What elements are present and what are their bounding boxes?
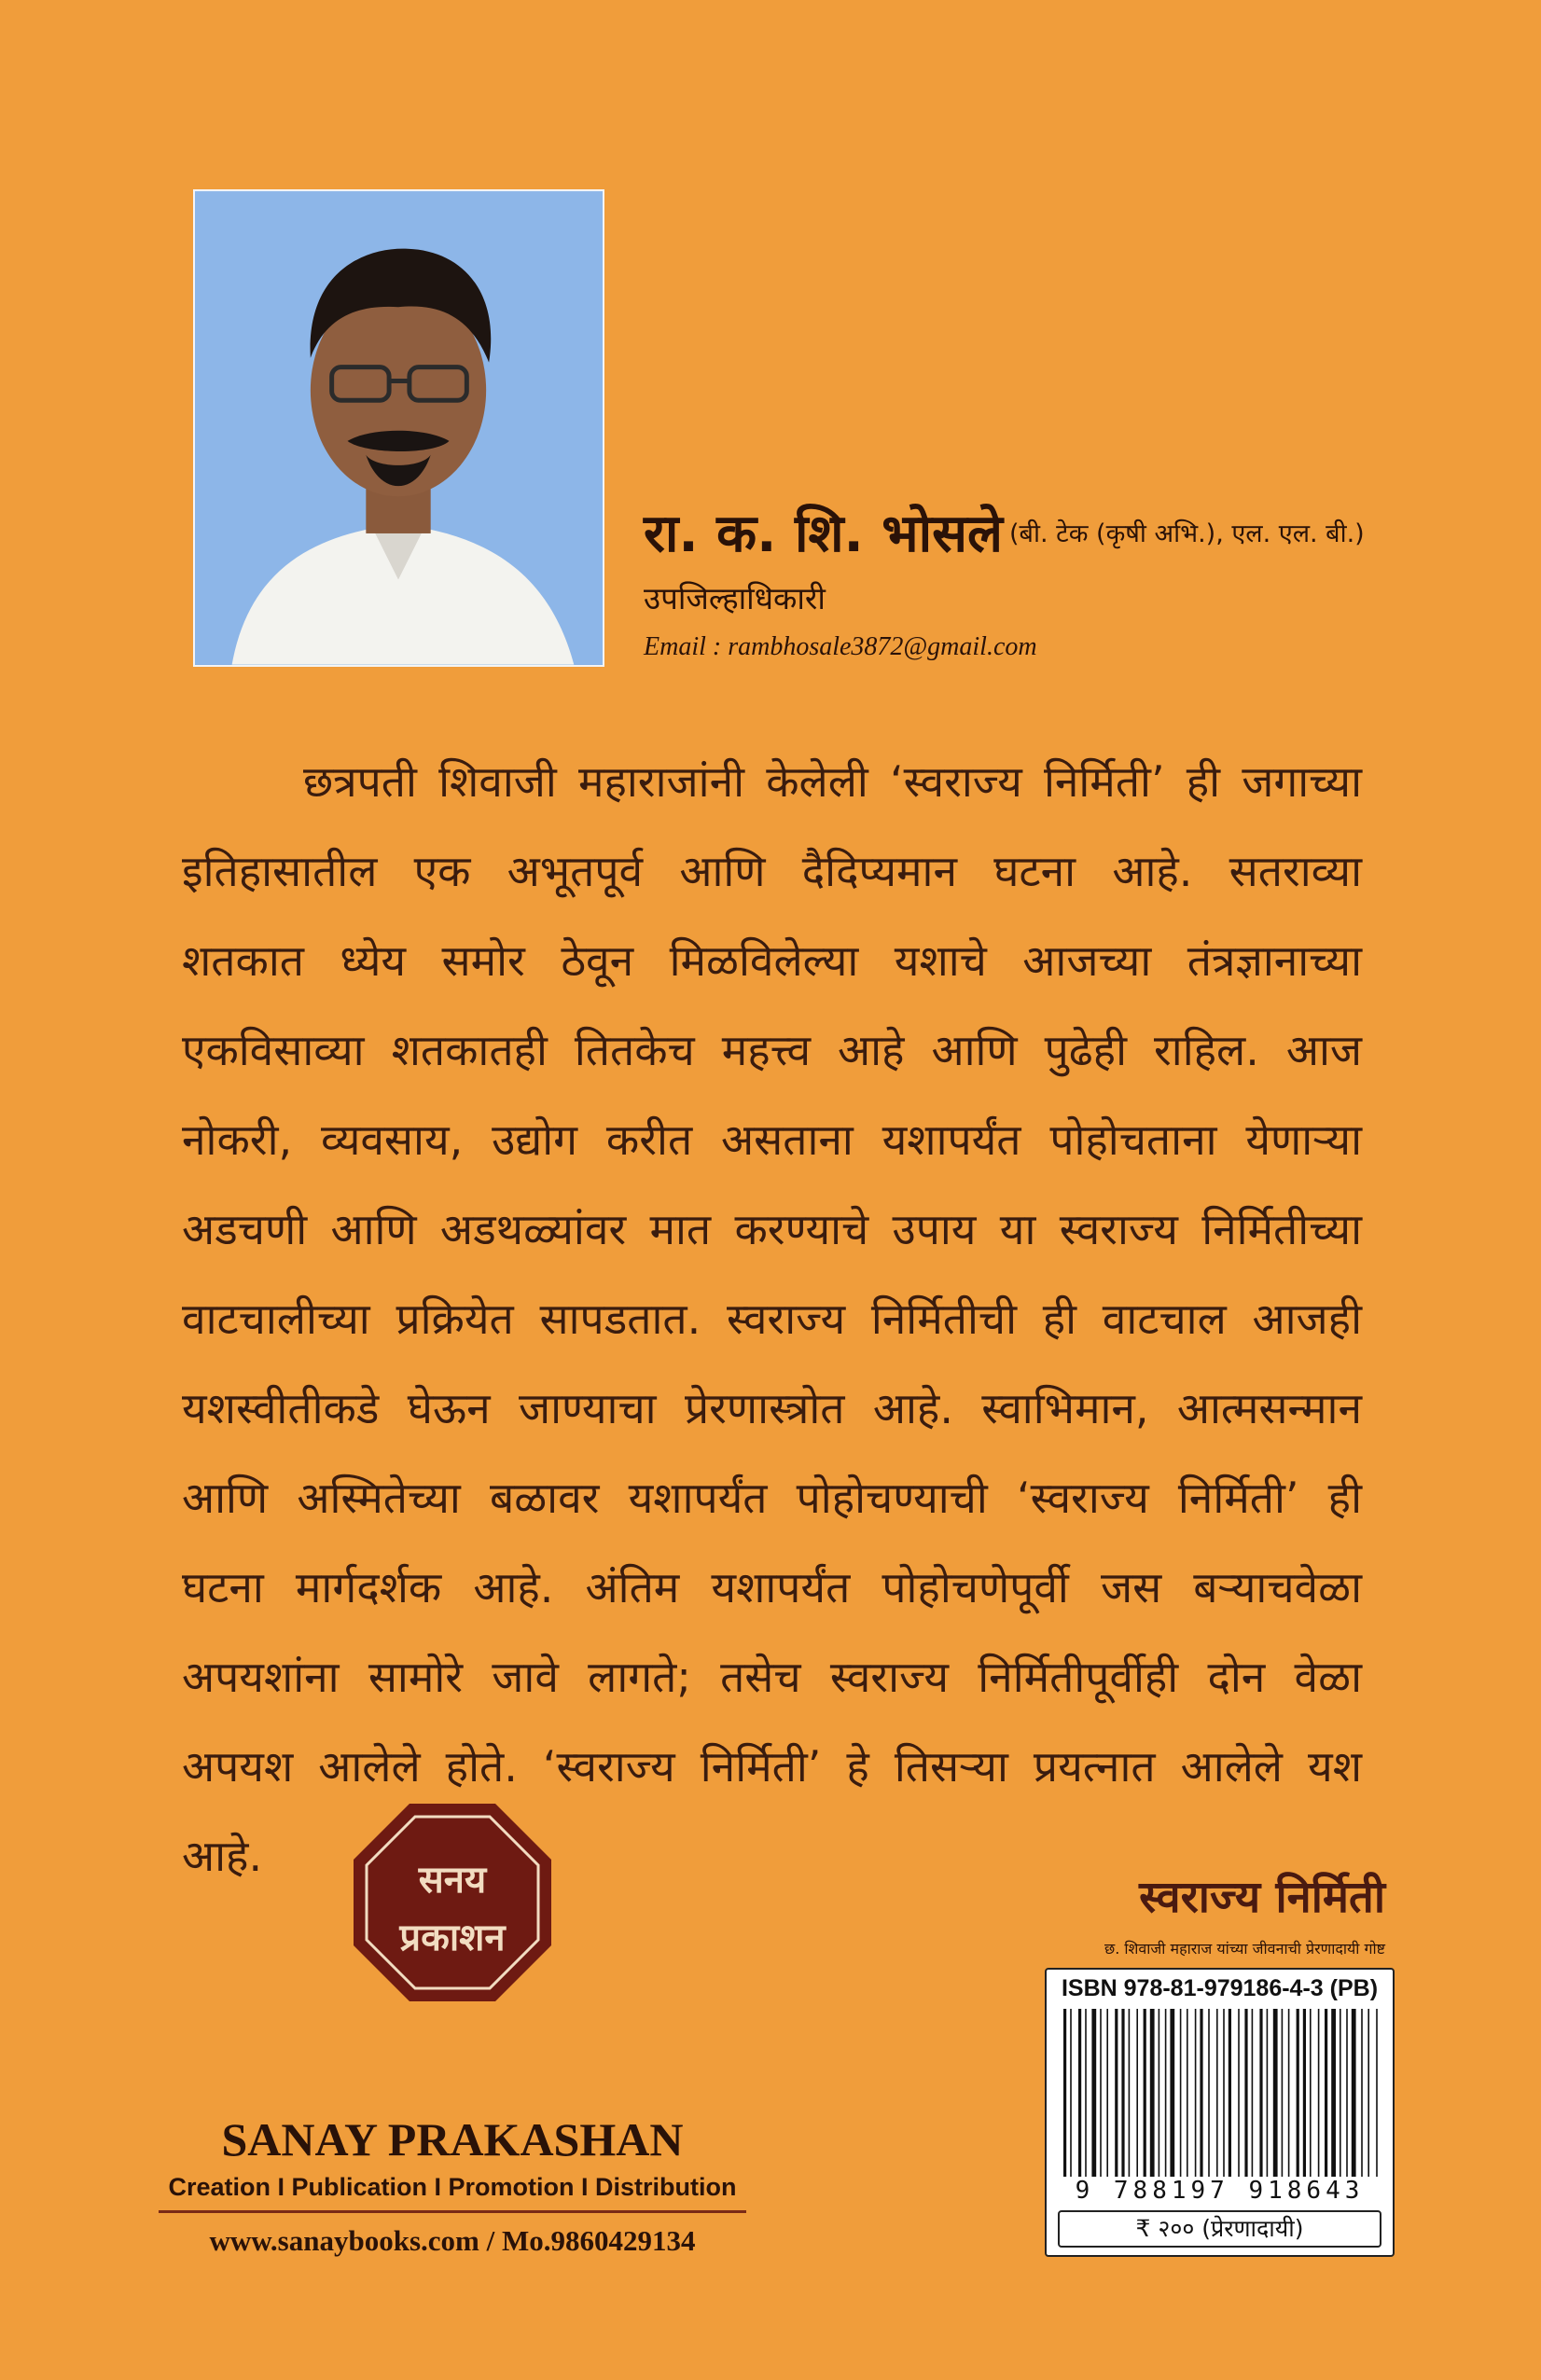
barcode-bar [1244, 2009, 1247, 2177]
blurb-line: छत्रपती शिवाजी महाराजांनी केलेली ‘स्वराज्य निर्मिती’ ही जगाच्या [303, 756, 1362, 807]
isbn-barcode-panel [1045, 1968, 1395, 2257]
barcode-bar [1136, 2009, 1138, 2177]
barcode-bar [1273, 2009, 1278, 2177]
blurb-line: अपयशांना सामोरे जावे लागते; तसेच स्वराज्य निर्मितीपूर्वीही दोन वेळा [182, 1652, 1362, 1702]
barcode-bar [1121, 2009, 1124, 2177]
barcode-bar [1144, 2009, 1146, 2177]
barcode-bar [1159, 2009, 1160, 2177]
blurb-line: आहे. [182, 1831, 263, 1881]
blurb-line: अपयश आलेले होते. ‘स्वराज्य निर्मिती’ हे तिसऱ्या प्रयत्नात आलेले यश [182, 1741, 1362, 1792]
logo-text-line2: प्रकाशन [399, 1916, 506, 1959]
barcode-bar [1310, 2009, 1312, 2177]
barcode-bar [1180, 2009, 1182, 2177]
author-photo [193, 189, 604, 667]
publisher-logo [350, 1800, 555, 2005]
barcode-bar [1361, 2009, 1363, 2177]
publisher-contact: www.sanaybooks.com / Mo.9860429134 [209, 2224, 696, 2257]
barcode-bar [1165, 2009, 1167, 2177]
blurb-line: इतिहासातील एक अभूतपूर्व आणि दैदिप्यमान घटना आहे. सतराव्या [182, 846, 1362, 896]
barcode-bar [1376, 2009, 1378, 2177]
barcode-bar [1150, 2009, 1155, 2177]
logo-text-line1: सनय [418, 1859, 487, 1902]
barcode-bar [1282, 2009, 1284, 2177]
barcode-digits: 9 788197 918643 [1075, 2177, 1365, 2205]
publisher-name: SANAY PRAKASHAN [221, 2113, 684, 2166]
barcode-bar [1331, 2009, 1336, 2177]
barcode-bar [1223, 2009, 1225, 2177]
barcode-bar [1303, 2009, 1306, 2177]
barcode-bar [1267, 2009, 1269, 2177]
barcode-bar [1367, 2009, 1369, 2177]
blurb-line: आणि अस्मितेच्या बळावर यशापर्यंत पोहोचण्याची ‘स्वराज्य निर्मिती’ ही [182, 1473, 1362, 1523]
author-email: Email : rambhosale3872@gmail.com [644, 632, 1037, 661]
barcode-bar [1288, 2009, 1290, 2177]
barcode-bar [1318, 2009, 1320, 2177]
author-name: रा. क. शि. भोसले [644, 504, 1004, 564]
blurb-line: वाटचालीच्या प्रक्रियेत सापडतात. स्वराज्य निर्मितीची ही वाटचाल आजही [182, 1294, 1362, 1344]
barcode-bar [1063, 2009, 1066, 2177]
blurb-line: अडचणी आणि अडथळ्यांवर मात करण्याचे उपाय या स्वराज्य निर्मितीच्या [182, 1204, 1362, 1254]
barcode-bar [1170, 2009, 1174, 2177]
book-title: स्वराज्य निर्मिती [1139, 1872, 1385, 1923]
barcode-bar [1229, 2009, 1231, 2177]
author-designation: उपजिल्हाधिकारी [644, 580, 826, 616]
divider [159, 2210, 746, 2213]
blurb-line: शतकात ध्येय समोर ठेवून मिळविलेल्या यशाचे आजच्या तंत्रज्ञानाच्या [182, 935, 1362, 986]
barcode-bar [1208, 2009, 1210, 2177]
barcode-bar [1238, 2009, 1240, 2177]
barcode-bar [1129, 2009, 1131, 2177]
barcode-bar [1195, 2009, 1197, 2177]
blurb-line: नोकरी, व्यवसाय, उद्योग करीत असताना यशापर्यंत पोहोचताना येणाऱ्या [182, 1114, 1362, 1165]
blurb-line: एकविसाव्या शतकातही तितकेच महत्त्व आहे आणि पुढेही राहिल. आज [182, 1025, 1362, 1075]
author-portrait-illustration [195, 191, 603, 665]
barcode-bar [1259, 2009, 1262, 2177]
barcode-bar [1252, 2009, 1254, 2177]
barcode-bar [1340, 2009, 1341, 2177]
price-label: ₹ २०० (प्रेरणादायी) [1058, 2210, 1381, 2248]
barcode-bar [1325, 2009, 1327, 2177]
barcode-bar [1085, 2009, 1087, 2177]
barcode-bar [1297, 2009, 1299, 2177]
blurb-line: घटना मार्गदर्शक आहे. अंतिम यशापर्यंत पोहोचणेपूर्वी जस बऱ्याचवेळा [182, 1562, 1362, 1612]
publisher-tagline: Creation I Publication I Promotion I Distribution [168, 2173, 737, 2201]
barcode-bar [1200, 2009, 1202, 2177]
barcode-bar [1078, 2009, 1081, 2177]
barcode-bar [1100, 2009, 1102, 2177]
barcode-bar [1352, 2009, 1356, 2177]
author-qualification: (बी. टेक (कृषी अभि.), एल. एल. बी.) [1009, 519, 1365, 548]
barcode-bar [1091, 2009, 1096, 2177]
book-subtitle: छ. शिवाजी महाराज यांच्या जीवनाची प्रेरणादायी गोष्ट [1104, 1940, 1385, 1958]
barcode-bar [1187, 2009, 1188, 2177]
barcode-bar [1346, 2009, 1348, 2177]
barcode-bar [1070, 2009, 1072, 2177]
barcode-bar [1115, 2009, 1118, 2177]
blurb-line: यशस्वीतीकडे घेऊन जाण्याचा प्रेरणास्त्रोत आहे. स्वाभिमान, आत्मसन्मान [182, 1383, 1362, 1433]
book-blurb [182, 737, 1362, 1901]
isbn-label: ISBN 978-81-979186-4-3 (PB) [1061, 1975, 1379, 2001]
barcode-bar [1216, 2009, 1218, 2177]
barcode-icon [1060, 2009, 1381, 2177]
barcode-bar [1106, 2009, 1108, 2177]
